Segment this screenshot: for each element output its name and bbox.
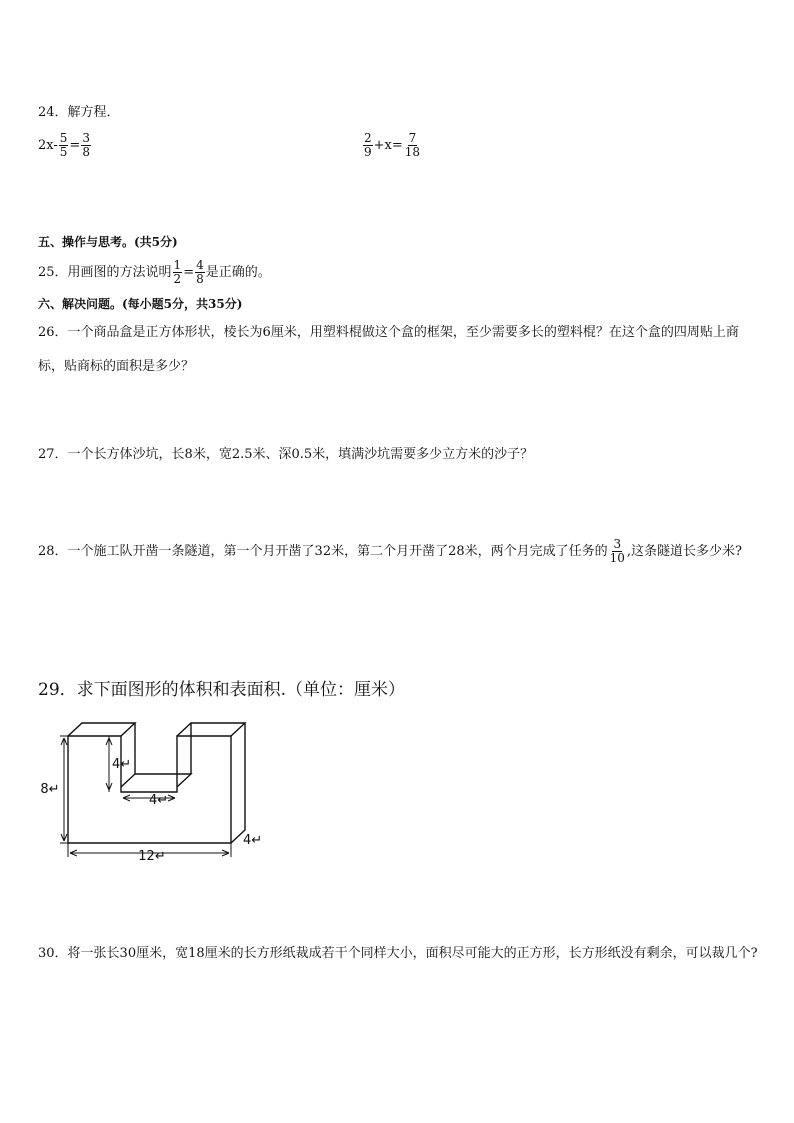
right-side-face	[231, 723, 245, 843]
eq1-prefix: 2x-	[38, 138, 58, 153]
q29-text: 29．求下面图形的体积和表面积.（单位：厘米）	[38, 680, 406, 700]
q25-fraction-2	[195, 259, 205, 286]
height-label: 8↵	[40, 782, 60, 797]
q25-op: =	[183, 265, 195, 280]
eq2-fraction-2	[404, 132, 421, 159]
eq2-frac1-denominator: 9	[364, 145, 372, 159]
eq1-frac2-denominator: 8	[82, 145, 90, 159]
q28-frac-denominator: 10	[609, 551, 625, 565]
q28-frac-numerator: 3	[613, 537, 622, 551]
q25-frac2-denominator: 8	[196, 272, 204, 286]
inner-height-label: 4↵	[112, 757, 132, 772]
section6-title: 六、解决问题。(每小题5分，共35分)	[38, 297, 243, 311]
q24-label: 24．解方程．	[38, 105, 120, 120]
q26-text: 26．一个商品盒是正方体形状，棱长为6厘米，用塑料棍做这个盒的框架，至少需要多长的塑料棍？在这个盒的四周贴上商标，贴商标的面积是多少？	[38, 325, 739, 374]
depth-label: 4↵	[243, 833, 263, 848]
inner-width-label: 4↵	[149, 793, 169, 808]
eq1-fraction-2	[81, 132, 91, 159]
q27-text: 27．一个长方体沙坑，长8米，宽2.5米、深0.5米，填满沙坑需要多少立方米的沙子？	[38, 447, 534, 462]
u-shape-solid-figure	[40, 712, 280, 872]
q30-text: 30．将一张长30厘米，宽18厘米的长方形纸裁成若干个同样大小，面积尽可能大的正方形，长方形纸没有剩余，可以裁几个?	[38, 946, 758, 961]
q25-frac1-denominator: 2	[173, 272, 182, 286]
right-block-top	[177, 723, 245, 736]
q24-equation-1	[38, 132, 92, 159]
left-block-inner-side	[121, 723, 135, 787]
q28-before: 28．一个施工队开凿一条隧道，第一个月开凿了32米，第二个月开凿了28米，两个月完成了任务的	[38, 544, 608, 559]
front-face	[68, 736, 231, 843]
width-label: 12↵	[138, 849, 166, 864]
eq1-fraction-1	[59, 132, 69, 159]
q28-fraction	[609, 538, 626, 565]
eq2-frac2-denominator: 18	[404, 145, 421, 159]
q25-frac1-numerator: 1	[173, 258, 182, 272]
eq2-mid: +x=	[373, 138, 403, 153]
q25-suffix: 是正确的。	[205, 265, 271, 280]
eq2-fraction-1	[363, 132, 373, 159]
eq1-op: =	[69, 138, 81, 153]
q25-frac2-numerator: 4	[196, 258, 204, 272]
q28-after: ,这条隧道长多少米?	[626, 544, 743, 559]
eq2-frac1-numerator: 2	[364, 131, 372, 145]
section5-title: 五、操作与思考。(共5分)	[38, 235, 178, 249]
q25-prefix: 25．用画图的方法说明	[38, 265, 172, 280]
eq1-frac2-numerator: 3	[82, 131, 90, 145]
q25	[38, 259, 271, 286]
q28	[38, 535, 758, 569]
eq1-frac1-denominator: 5	[59, 145, 68, 159]
q25-fraction-1	[173, 259, 183, 286]
notch-floor	[135, 774, 191, 787]
eq2-frac2-numerator: 7	[408, 131, 417, 145]
eq1-frac1-numerator: 5	[59, 131, 68, 145]
q24-equation-2	[362, 132, 422, 159]
left-block-top	[68, 723, 135, 736]
